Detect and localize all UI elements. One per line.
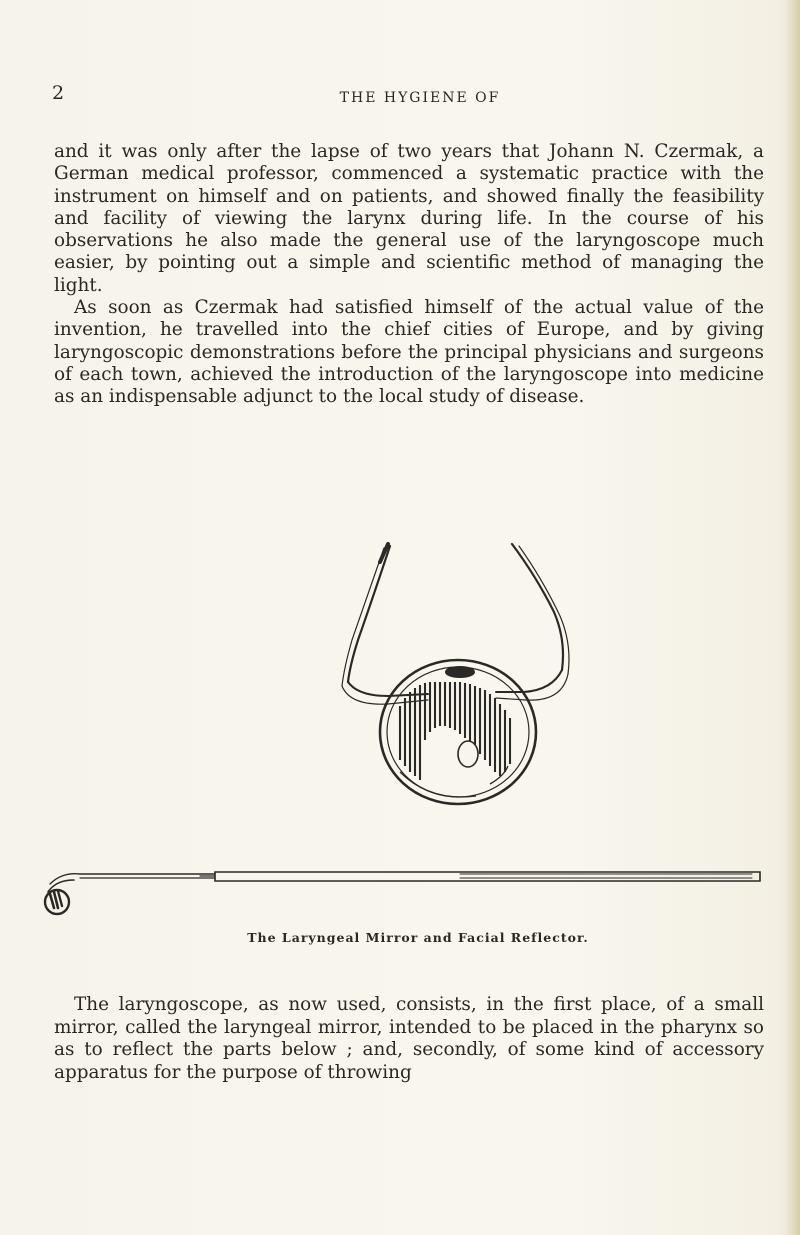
page-number: 2 bbox=[52, 82, 66, 104]
bottom-text-block bbox=[54, 994, 764, 1084]
mirror-handle bbox=[0, 870, 800, 900]
figure-caption: The Laryngeal Mirror and Facial Reflector. bbox=[247, 930, 589, 945]
paragraph-czermak-travels: As soon as Czermak had satisfied himself of the actual value of the invention, he travelled into the chief cities of Europe, and by giving laryngoscopic demonstrations before the principal physicians and surgeons of each town, achieved the introduction of the laryngoscope into medicine as an indispensable adjunct to the local study of disease. bbox=[54, 297, 764, 408]
page-edge-shadow bbox=[786, 0, 800, 1235]
paragraph-czermak-practice: and it was only after the lapse of two years that Johann N. Czermak, a German medical professor, commenced a systematic practice with the instrument on himself and on patients, and showed finally the feasibility and facility of viewing the larynx during life. In the course of his observations he also made the general use of the laryngoscope much easier, by pointing out a simple and scientific method of managing the light. bbox=[54, 141, 764, 296]
mirror-head bbox=[40, 872, 90, 924]
paragraph-laryngoscope-description: The laryngoscope, as now used, consists, in the first place, of a small mirror, called the laryngeal mirror, intended to be placed in the pharynx so as to reflect the parts below ; and, secondly, of some kind of accessory apparatus for the purpose of throwing bbox=[54, 994, 764, 1083]
running-title: THE HYGIENE OF bbox=[339, 90, 501, 106]
top-text-block bbox=[54, 141, 764, 409]
facial-reflector bbox=[300, 540, 640, 840]
